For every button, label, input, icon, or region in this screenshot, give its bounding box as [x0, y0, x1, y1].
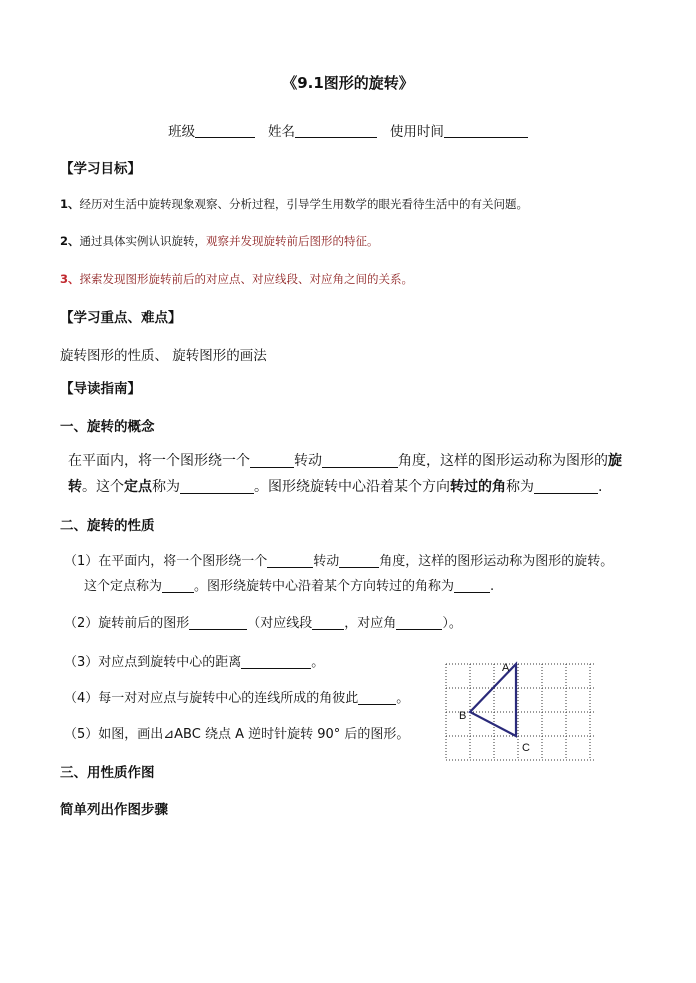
- blank-p4-angle[interactable]: [358, 689, 396, 705]
- concept-keyword: 转: [68, 479, 82, 495]
- time-blank[interactable]: [444, 123, 528, 138]
- property-text: 这个定点称为: [84, 579, 163, 594]
- blank-p2-angle[interactable]: [396, 614, 442, 630]
- triangle-abc: [470, 664, 516, 736]
- concept-text: 转动: [294, 453, 322, 469]
- objective-2-num: 2、: [60, 234, 80, 248]
- objectives-heading: 【学习目标】: [60, 161, 141, 177]
- blank-rotation-angle[interactable]: [534, 478, 598, 494]
- property-text: ）。: [442, 616, 462, 631]
- property-text: .: [490, 579, 495, 594]
- concept-text: 角度，这样的图形运动称为图形的: [398, 453, 608, 469]
- guide-heading: 【导读指南】: [60, 381, 141, 397]
- blank-p2-segment[interactable]: [312, 614, 344, 630]
- name-blank[interactable]: [295, 123, 377, 138]
- objective-2-text-a: 通过具体实例认识旋转，: [79, 234, 207, 248]
- concept-text: 称为: [506, 479, 534, 495]
- page-title: 《9.1图形的旋转》: [282, 74, 414, 92]
- property-text: 。: [311, 655, 325, 670]
- property-2: [64, 612, 462, 631]
- blank-center[interactable]: [250, 452, 294, 468]
- property-text: 转动: [313, 554, 340, 569]
- objective-1-text: 经历对生活中旋转现象观察、分析过程，引导学生用数学的眼光看待生活中的有关问题。: [79, 197, 529, 211]
- objective-1: [60, 196, 528, 212]
- concept-keyword: 定点: [124, 479, 152, 495]
- concept-text: 。这个: [82, 479, 124, 495]
- objective-3-text: 探索发现图形旋转前后的对应点、对应线段、对应角之间的关系。: [79, 272, 414, 286]
- concept-keyword: 转过的角: [450, 479, 506, 495]
- property-text: （对应线段: [247, 616, 313, 631]
- rotation-figure: [440, 656, 600, 772]
- property-text: （3）对应点到旋转中心的距离: [64, 655, 242, 670]
- blank-direction[interactable]: [322, 452, 398, 468]
- property-1-line-1: [64, 550, 613, 569]
- blank-p2-figure[interactable]: [189, 614, 247, 630]
- student-info-line: [0, 120, 696, 140]
- objective-2: [60, 233, 379, 249]
- property-3: [64, 651, 324, 670]
- blank-p1-rotation-center[interactable]: [162, 577, 194, 593]
- key-points-heading: 【学习重点、难点】: [60, 310, 182, 326]
- concept-line-1: [68, 448, 622, 474]
- blank-rotation-center[interactable]: [180, 478, 254, 494]
- property-text: 。: [396, 691, 410, 706]
- concept-line-2: [68, 474, 602, 500]
- point-b-label: B: [459, 710, 467, 722]
- property-4: [64, 687, 409, 706]
- concept-heading: 一、旋转的概念: [60, 419, 155, 435]
- concept-text: 在平面内，将一个图形绕一个: [68, 453, 250, 469]
- objective-2-text-b: 观察并发现旋转前后图形的特征。: [206, 234, 379, 248]
- name-label: 姓名: [268, 124, 295, 140]
- concept-keyword: 旋: [608, 453, 622, 469]
- drawing-heading: 三、用性质作图: [60, 765, 155, 781]
- property-text: ，对应角: [344, 616, 397, 631]
- concept-text: 。图形绕旋转中心沿着某个方向: [254, 479, 450, 495]
- objective-1-num: 1、: [60, 197, 80, 211]
- class-label: 班级: [168, 124, 196, 140]
- concept-text: 称为: [152, 479, 180, 495]
- objective-3-num: 3、: [60, 272, 80, 286]
- property-text: 角度，这样的图形运动称为图形的旋转。: [379, 554, 614, 569]
- point-a-label: A: [502, 662, 510, 674]
- properties-heading: 二、旋转的性质: [60, 518, 155, 534]
- point-c-label: C: [522, 742, 530, 754]
- blank-p1-angle[interactable]: [339, 552, 379, 568]
- blank-p1-rotation-angle[interactable]: [454, 577, 490, 593]
- property-text: （4）每一对对应点与旋转中心的连线所成的角彼此: [64, 691, 359, 706]
- property-text: （2）旋转前后的图形: [64, 616, 190, 631]
- class-blank[interactable]: [195, 123, 255, 138]
- objective-3: [60, 271, 413, 287]
- blank-p3-distance[interactable]: [241, 653, 311, 669]
- time-label: 使用时间: [389, 124, 444, 140]
- key-points-text: 旋转图形的性质、 旋转图形的画法: [60, 348, 267, 364]
- concept-text: .: [598, 479, 603, 495]
- dotted-grid: [446, 664, 594, 760]
- property-text: 。图形绕旋转中心沿着某个方向转过的角称为: [194, 579, 455, 594]
- property-text: （1）在平面内，将一个图形绕一个: [64, 554, 268, 569]
- blank-p1-center[interactable]: [267, 552, 313, 568]
- drawing-steps: 简单列出作图步骤: [60, 802, 168, 818]
- property-1-line-2: [84, 575, 494, 594]
- property-5: （5）如图，画出⊿ABC 绕点 A 逆时针旋转 90° 后的图形。: [64, 727, 410, 742]
